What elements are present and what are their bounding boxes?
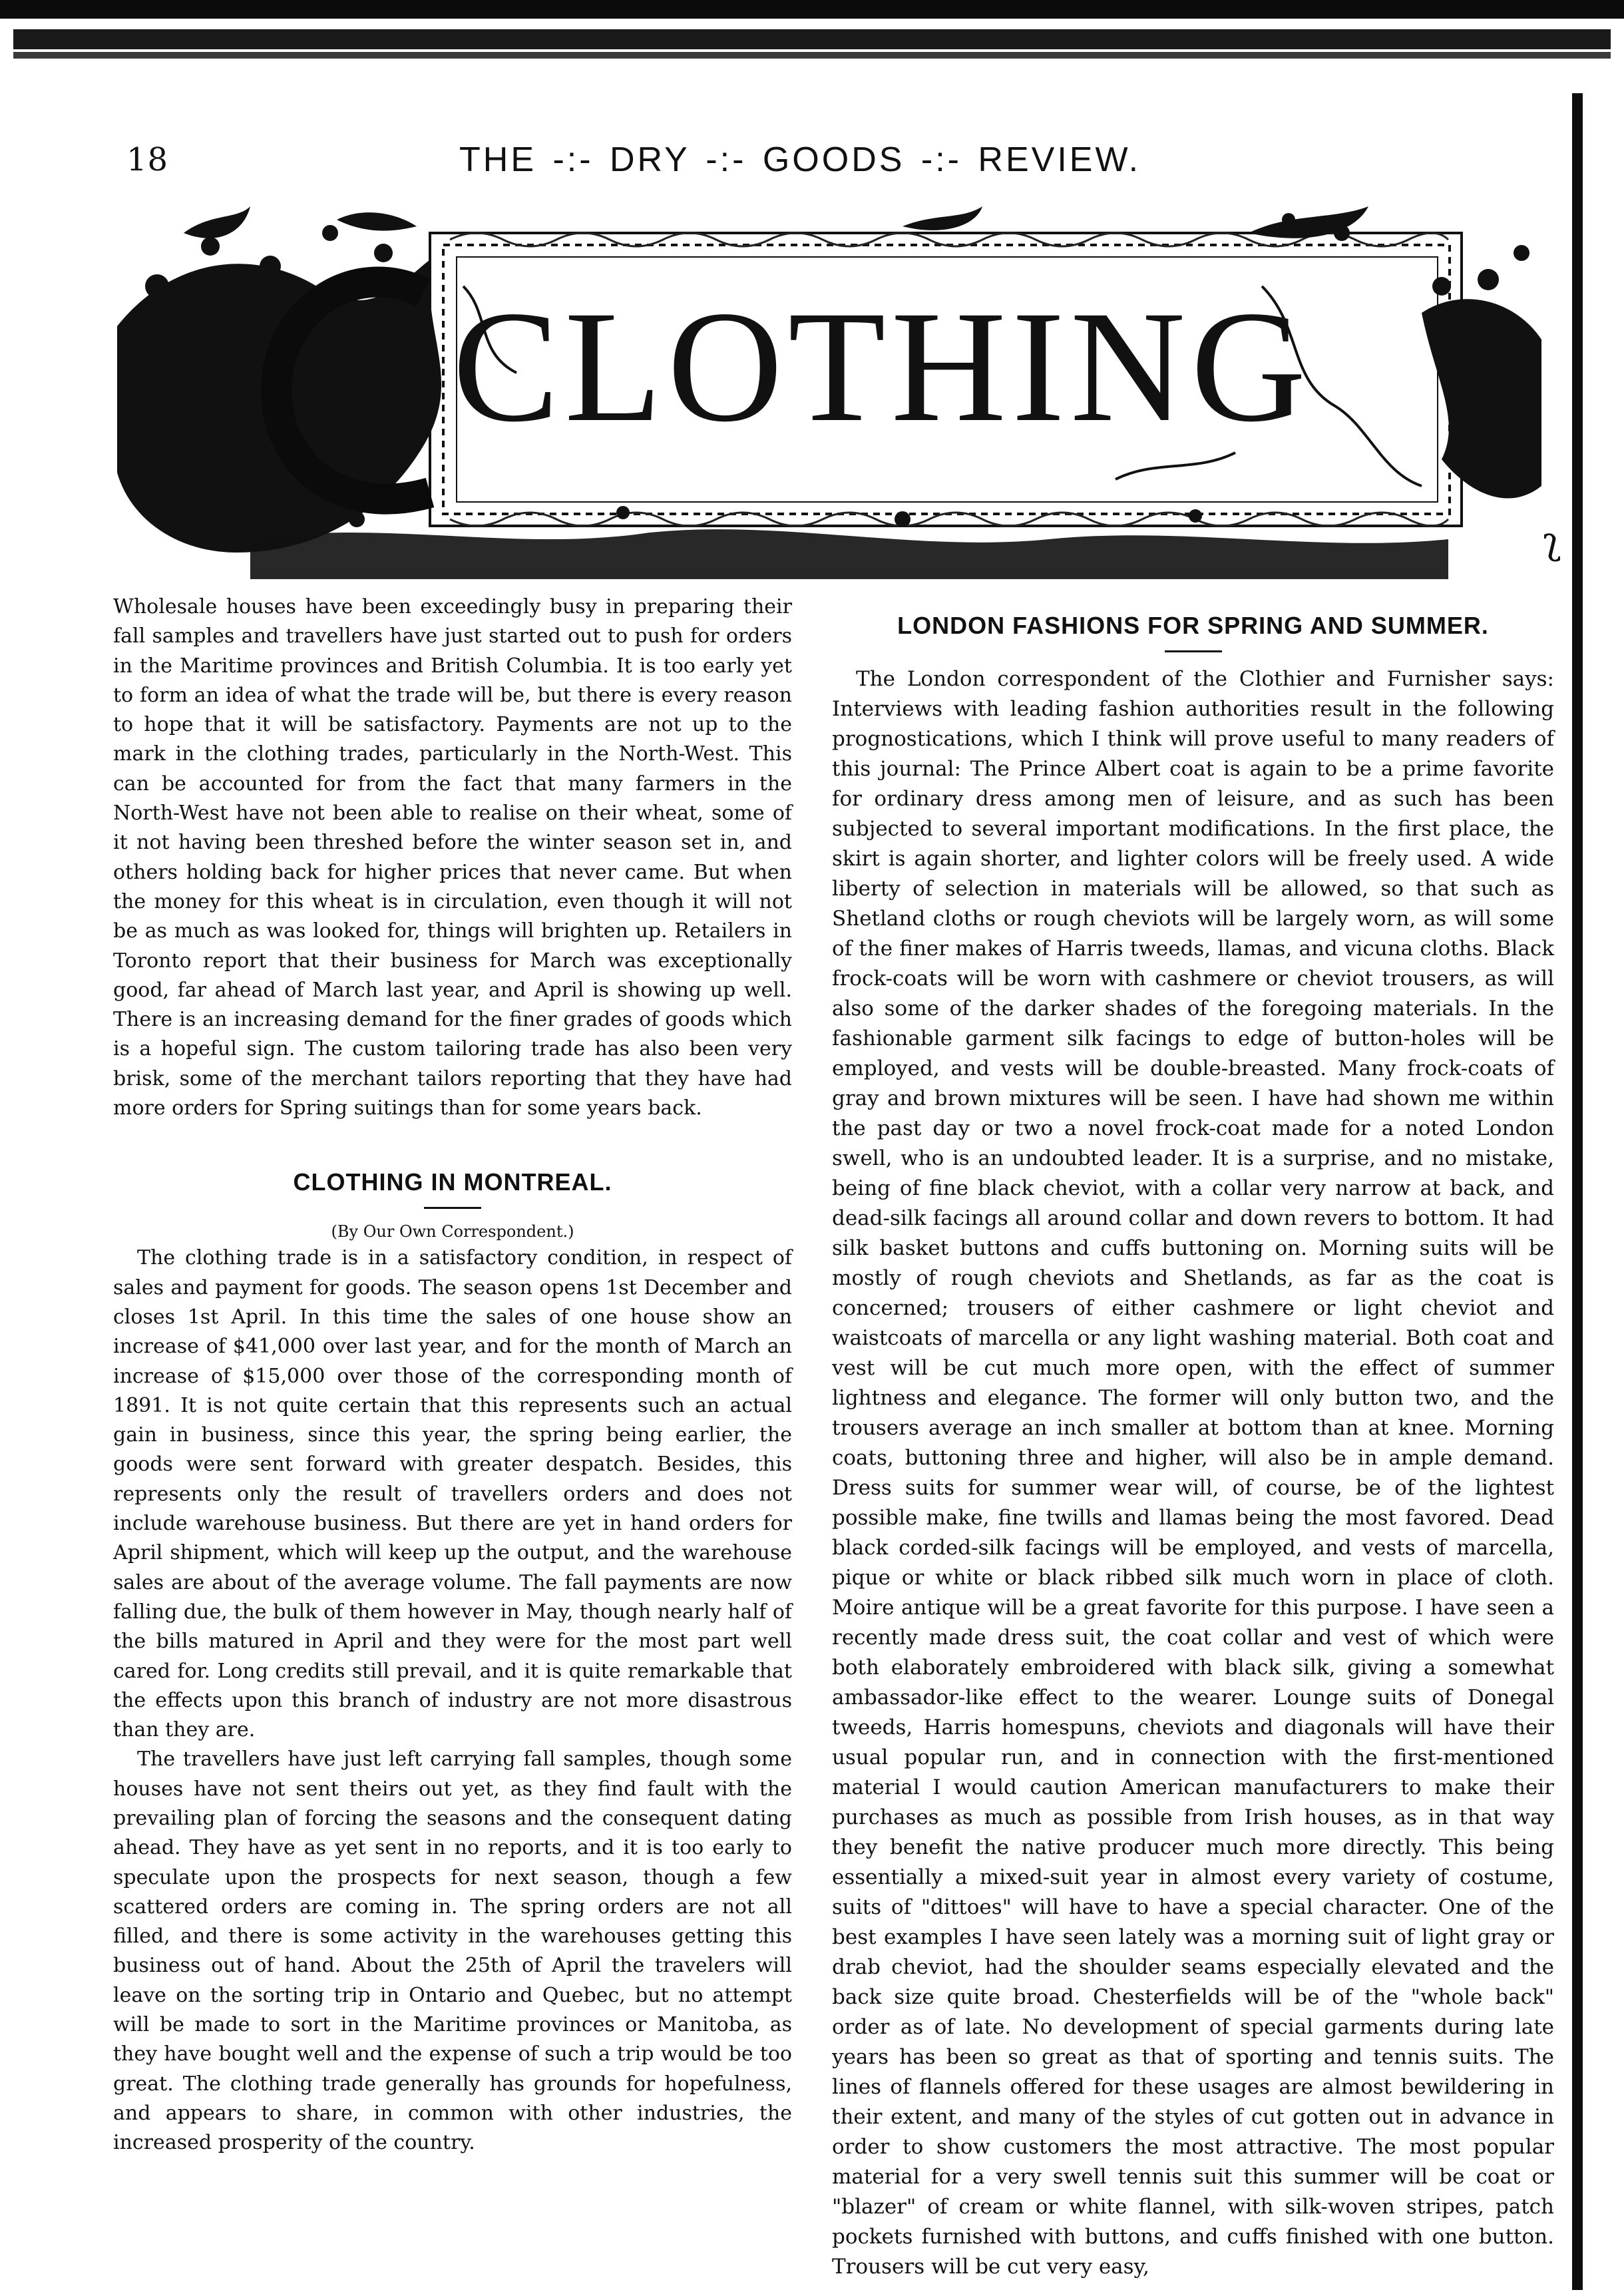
top-rule-thin: [13, 52, 1611, 59]
page-number: 18: [126, 141, 169, 178]
intro-paragraph: Wholesale houses have been exceedingly busy in preparing their fall samples and travellers have just started out to push for orders in the Maritime provinces and British Columbia. It is too early yet to form an idea of what the trade will be, but there is every reason to hope that it will be satisfactory. Payments are not up to the mark in the clothing trades, particularly in the North-West. This can be accounted for from the fact that many farmers in the North-West have not been able to realise on their wheat, some of it not having been threshed before the winter season set in, and others holding back for higher prices that never came. But when the money for this wheat is in circulation, even though it will not be as much as was looked for, things will brighten up. Retailers in Toronto report that their business for March was exceptionally good, far ahead of March last year, and April is showing up well. There is an increasing demand for the finer grades of goods which is a hopeful sign. The custom tailoring trade has also been very brisk, some of the merchant tailors reporting that they have had more orders for Spring suitings than for some years back.: [113, 595, 792, 1120]
masthead-title: CLOTHING: [453, 278, 1312, 455]
top-rule: [0, 0, 1624, 19]
montreal-byline: (By Our Own Correspondent.): [331, 1222, 574, 1242]
montreal-paragraph-2: The travellers have just left carrying fall samples, though some houses have not sent theirs out yet, as they find fault with the prevailing plan of forcing the seasons and the consequent dating ahead. They have as yet sent in no reports, and it is too early to speculate upon the prospects for next season, though a few scattered orders are coming in. The spring orders are not all filled, and there is some activity in the warehouses getting this business out of hand. About the 25th of April the travelers will leave on the sorting trip in Ontario and Quebec, but no attempt will be made to sort in the Maritime provinces or Manitoba, as they have bought well and the expense of such a trip would be too great. The clothing trade generally has grounds for hopefulness, and appears to share, in common with other industries, the increased prosperity of the country.: [113, 1747, 792, 2155]
montreal-heading: CLOTHING IN MONTREAL.: [293, 1168, 612, 1196]
heading-rule: [1165, 650, 1222, 652]
right-column: [832, 609, 1554, 2282]
margin-mark: ʅ: [1543, 519, 1561, 563]
london-paragraph: The London correspondent of the Clothier and Furnisher says: Interviews with leading fashion authorities result in the following prognostications, which I think will prove useful to many readers of this journal: The Prince Albert coat is again to be a prime favorite for ordinary dress among men of leisure, and as such has been subjected to several important modifications. In the first place, the skirt is again shorter, and lighter colors will be freely used. A wide liberty of selection in materials will be allowed, so that such as Shetland cloths or rough cheviots will be largely worn, as will some of the finer makes of Harris tweeds, llamas, and vicuna cloths. Black frock-coats will be worn with cashmere or cheviot trousers, as will also some of the darker shades of the foregoing materials. In the fashionable garment silk facings to edge of button-holes will be employed, and vests will be double-breasted. Many frock-coats of gray and brown mixtures will be seen. I have had shown me within the past day or two a novel frock-coat made for a noted London swell, who is an undoubted leader. It is a surprise, and no mistake, being of fine black cheviot, with a collar very narrow at back, and dead-silk facings all around collar and down revers to bottom. It had silk basket buttons and cuffs buttoning on. Morning suits will be mostly of rough cheviots and Shetlands, as far as the coat is concerned; trousers of either cashmere or light cheviot and waistcoats of marcella or any light washing material. Both coat and vest will be cut much more open, with the effect of summer lightness and elegance. The former will only button two, and the trousers average an inch smaller at bottom than at knee. Morning coats, buttoning three and higher, will also be in ample demand. Dress suits for summer wear will, of course, be of the lightest possible make, fine twills and llamas being the most favored. Dead black corded-silk facings will be employed, and vests of marcella, pique or white or black ribbed silk much worn in place of cloth. Moire antique will be a great favorite for this purpose. I have seen a recently made dress suit, the coat collar and vest of which were both elaborately embroidered with black silk, giving a somewhat ambassador-like effect to the wearer. Lounge suits of Donegal tweeds, Harris homespuns, cheviots and diagonals will have their usual popular run, and in connection with the first-mentioned material I would caution American manufacturers to make their purchases as much as possible from Irish houses, as in that way they benefit the native producer much more directly. This being essentially a mixed-suit year in almost every variety of costume, suits of "dittoes" will have to have a special character. One of the best examples I have seen lately was a morning suit of light gray or drab cheviot, had the shoulder seams especially elevated and the back size quite broad. Chesterfields will be of the "whole back" order as of late. No development of special garments during late years has been so great as that of sporting and tennis suits. The lines of flannels offered for these usages are almost bewildering in their extent, and many of the styles of cut gotten out in advance in order to show customers the most attractive. The most popular material for a very swell tennis suit this summer will be coat or "blazer" of cream or white flannel, with silk-woven stripes, patch pockets furnished with buttons, and cuffs finished with one button. Trousers will be cut very easy,: [832, 667, 1554, 2279]
montreal-paragraph-1: The clothing trade is in a satisfactory condition, in respect of sales and payment for goods. The season opens 1st December and closes 1st April. In this time the sales of one house show an increase of $41,000 over last year, and for the month of March an increase of $15,000 over those of the corresponding month of 1891. It is not quite certain that this represents such an actual gain in business, since this year, the spring being earlier, the goods were sent forward with greater despatch. Besides, this represents only the result of travellers orders and does not include warehouse business. But there are yet in hand orders for April shipment, which will keep up the output, and the warehouse sales are about of the average volume. The fall payments are now falling due, the bulk of them however in May, though nearly half of the bills matured in April and they were for the most part well cared for. Long credits still prevail, and it is quite remarkable that the effects upon this branch of industry are not more disastrous than they are.: [113, 1246, 792, 1742]
london-heading: LONDON FASHIONS FOR SPRING AND SUMMER.: [897, 612, 1489, 639]
top-rule-secondary: [13, 29, 1611, 49]
page-right-border: [1572, 93, 1583, 2290]
running-title: THE -:- DRY -:- GOODS -:- REVIEW.: [459, 140, 1141, 179]
left-column: [113, 592, 792, 2158]
heading-rule: [424, 1207, 481, 1209]
